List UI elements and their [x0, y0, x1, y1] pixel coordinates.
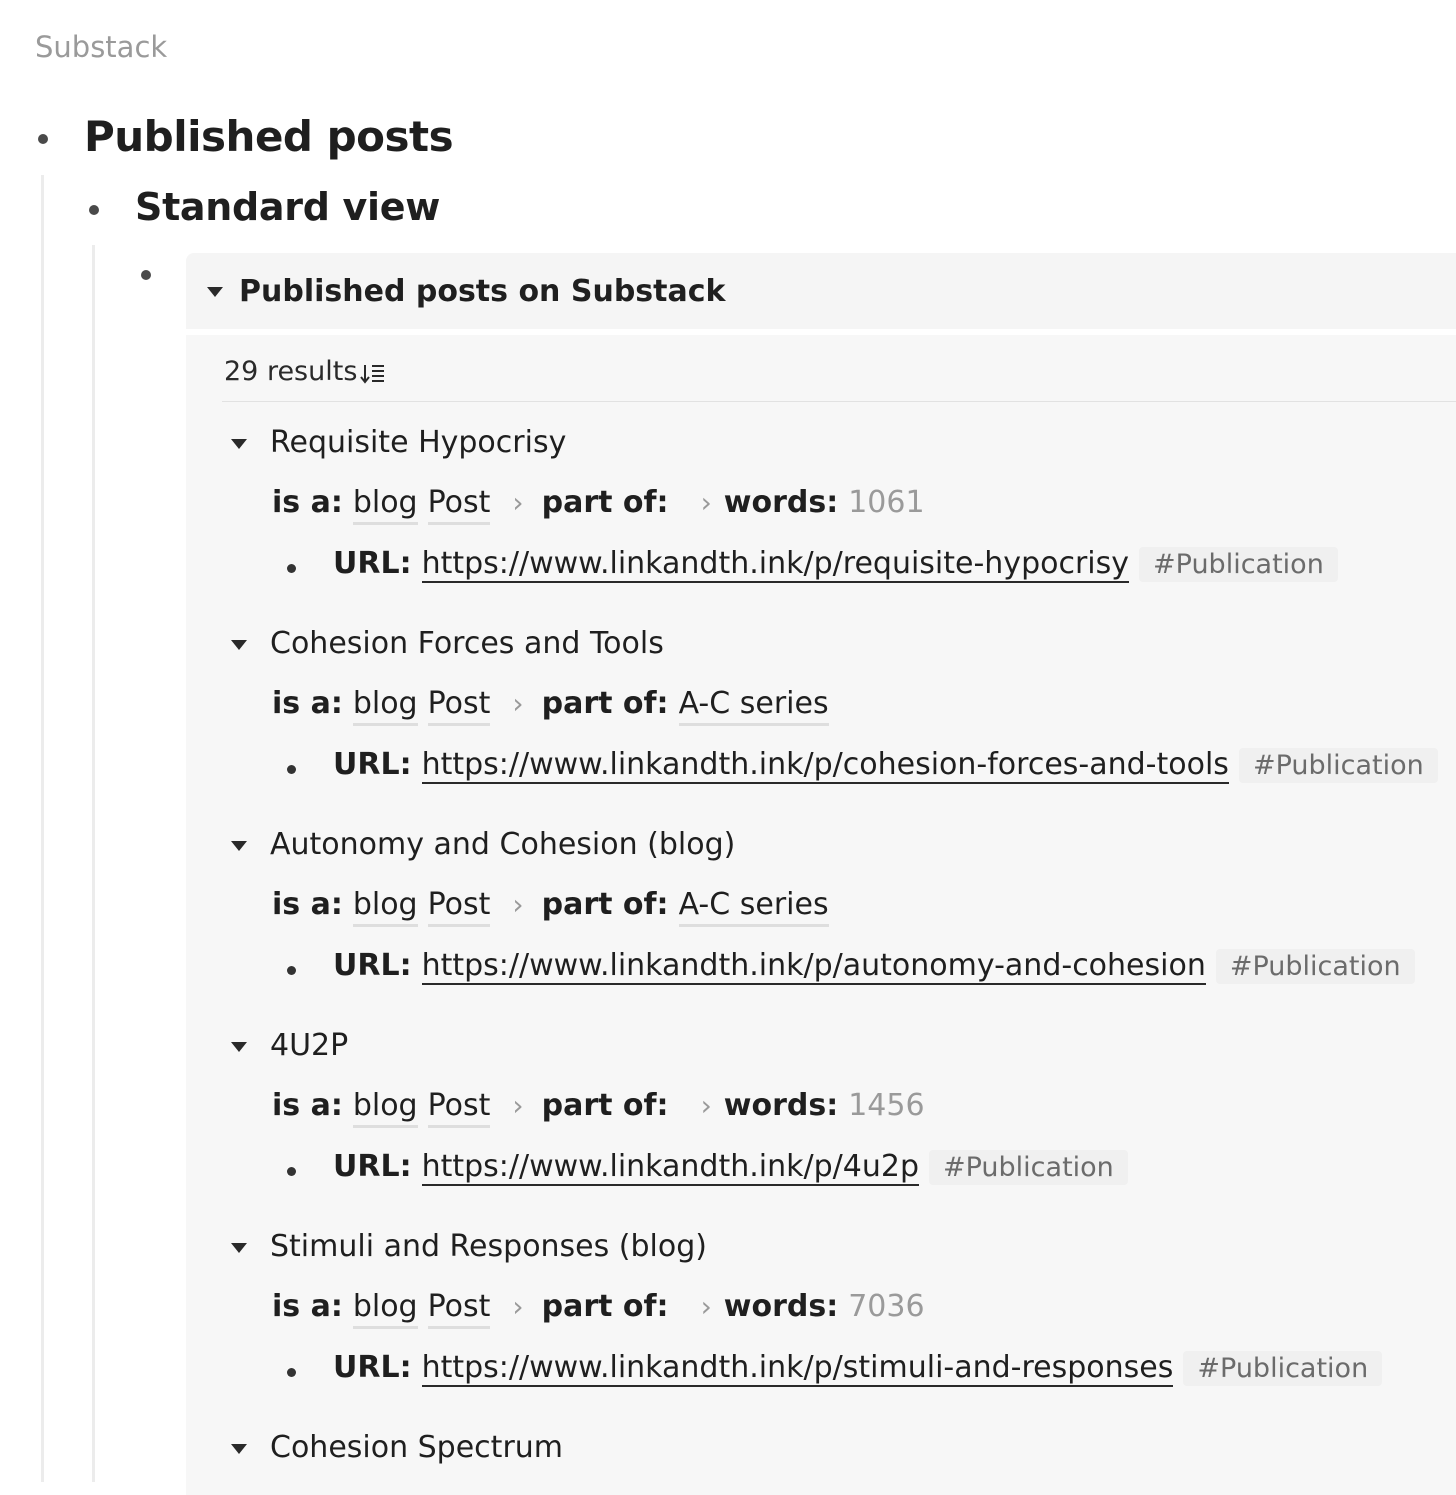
url-bullet[interactable]	[287, 1167, 296, 1176]
prop-label-part-of: part of:	[541, 887, 669, 922]
chevron-right-icon[interactable]: ›	[700, 486, 712, 519]
prop-label-is-a: is a:	[272, 1289, 343, 1324]
url-label: URL:	[333, 948, 412, 983]
item-properties	[272, 485, 925, 525]
prop-value-series[interactable]: A-C series	[679, 686, 829, 726]
prop-label-is-a: is a:	[272, 485, 343, 520]
prop-value-blog[interactable]: blog	[353, 1088, 418, 1128]
item-collapse-icon[interactable]	[231, 439, 247, 449]
publication-tag[interactable]: #Publication	[1239, 748, 1438, 783]
chevron-right-icon[interactable]: ›	[512, 888, 524, 921]
list-item-title[interactable]: Requisite Hypocrisy	[270, 425, 567, 460]
page-title[interactable]: Published posts	[84, 112, 454, 161]
bullet-level3[interactable]	[141, 270, 151, 280]
list-item-title[interactable]: Cohesion Spectrum	[270, 1430, 564, 1465]
item-properties	[272, 686, 839, 726]
url-link[interactable]: https://www.linkandth.ink/p/cohesion-forces-and-tools	[421, 747, 1229, 782]
chevron-right-icon[interactable]: ›	[700, 1290, 712, 1323]
list-item-title[interactable]: 4U2P	[270, 1028, 349, 1063]
prop-value-blog[interactable]: blog	[353, 485, 418, 525]
publication-tag[interactable]: #Publication	[1216, 949, 1415, 984]
search-panel-title[interactable]: Published posts on Substack	[239, 274, 726, 309]
chevron-right-icon[interactable]: ›	[512, 486, 524, 519]
list-item-title[interactable]: Cohesion Forces and Tools	[270, 626, 664, 661]
prop-label-is-a: is a:	[272, 1088, 343, 1123]
prop-value-blog[interactable]: blog	[353, 1289, 418, 1329]
item-properties	[272, 1289, 925, 1329]
chevron-right-icon[interactable]: ›	[512, 687, 524, 720]
results-divider	[222, 401, 1456, 402]
prop-value-post[interactable]: Post	[428, 485, 491, 525]
prop-value-blog[interactable]: blog	[353, 887, 418, 927]
item-properties	[272, 887, 839, 927]
outline-guide-level1	[41, 175, 44, 1482]
item-properties	[272, 1088, 925, 1128]
publication-tag[interactable]: #Publication	[1139, 547, 1338, 582]
publication-tag[interactable]: #Publication	[929, 1150, 1128, 1185]
bullet-level1[interactable]	[38, 134, 48, 144]
url-link[interactable]: https://www.linkandth.ink/p/4u2p	[421, 1149, 919, 1184]
breadcrumb[interactable]: Substack	[35, 30, 168, 64]
prop-value-post[interactable]: Post	[428, 887, 491, 927]
prop-label-part-of: part of:	[541, 686, 669, 721]
chevron-right-icon[interactable]: ›	[512, 1089, 524, 1122]
section-title[interactable]: Standard view	[135, 185, 441, 229]
bullet-level2[interactable]	[89, 205, 99, 215]
prop-value-post[interactable]: Post	[428, 1088, 491, 1128]
collapse-caret-icon[interactable]	[207, 287, 223, 297]
item-url-row	[333, 546, 1338, 583]
url-bullet[interactable]	[287, 765, 296, 774]
prop-value-blog[interactable]: blog	[353, 686, 418, 726]
url-label: URL:	[333, 546, 412, 581]
publication-tag[interactable]: #Publication	[1183, 1351, 1382, 1386]
item-collapse-icon[interactable]	[231, 1042, 247, 1052]
list-item-title[interactable]: Stimuli and Responses (blog)	[270, 1229, 707, 1264]
outline-guide-level2	[92, 245, 95, 1482]
prop-value-words: 1456	[848, 1088, 925, 1123]
item-url-row	[333, 948, 1415, 985]
item-collapse-icon[interactable]	[231, 1444, 247, 1454]
url-label: URL:	[333, 1149, 412, 1184]
results-count: 29 results	[224, 356, 358, 387]
list-item-title[interactable]: Autonomy and Cohesion (blog)	[270, 827, 736, 862]
item-url-row	[333, 1149, 1128, 1186]
prop-label-part-of: part of:	[541, 485, 669, 520]
url-link[interactable]: https://www.linkandth.ink/p/stimuli-and-responses	[421, 1350, 1174, 1385]
chevron-right-icon[interactable]: ›	[700, 1089, 712, 1122]
item-collapse-icon[interactable]	[231, 1243, 247, 1253]
url-link[interactable]: https://www.linkandth.ink/p/requisite-hypocrisy	[421, 546, 1130, 581]
url-label: URL:	[333, 1350, 412, 1385]
prop-label-words: words:	[723, 1289, 839, 1324]
url-link[interactable]: https://www.linkandth.ink/p/autonomy-and-cohesion	[421, 948, 1206, 983]
prop-label-part-of: part of:	[541, 1289, 669, 1324]
prop-label-is-a: is a:	[272, 887, 343, 922]
prop-value-post[interactable]: Post	[428, 686, 491, 726]
prop-label-words: words:	[723, 1088, 839, 1123]
item-url-row	[333, 747, 1438, 784]
item-collapse-icon[interactable]	[231, 640, 247, 650]
url-label: URL:	[333, 747, 412, 782]
prop-label-words: words:	[723, 485, 839, 520]
url-bullet[interactable]	[287, 1368, 296, 1377]
chevron-right-icon[interactable]: ›	[512, 1290, 524, 1323]
url-bullet[interactable]	[287, 966, 296, 975]
prop-label-part-of: part of:	[541, 1088, 669, 1123]
prop-value-post[interactable]: Post	[428, 1289, 491, 1329]
item-collapse-icon[interactable]	[231, 841, 247, 851]
item-url-row	[333, 1350, 1382, 1387]
prop-value-words: 1061	[848, 485, 925, 520]
url-bullet[interactable]	[287, 564, 296, 573]
prop-value-series[interactable]: A-C series	[679, 887, 829, 927]
prop-label-is-a: is a:	[272, 686, 343, 721]
prop-value-words: 7036	[848, 1289, 925, 1324]
sort-icon[interactable]	[360, 361, 386, 387]
